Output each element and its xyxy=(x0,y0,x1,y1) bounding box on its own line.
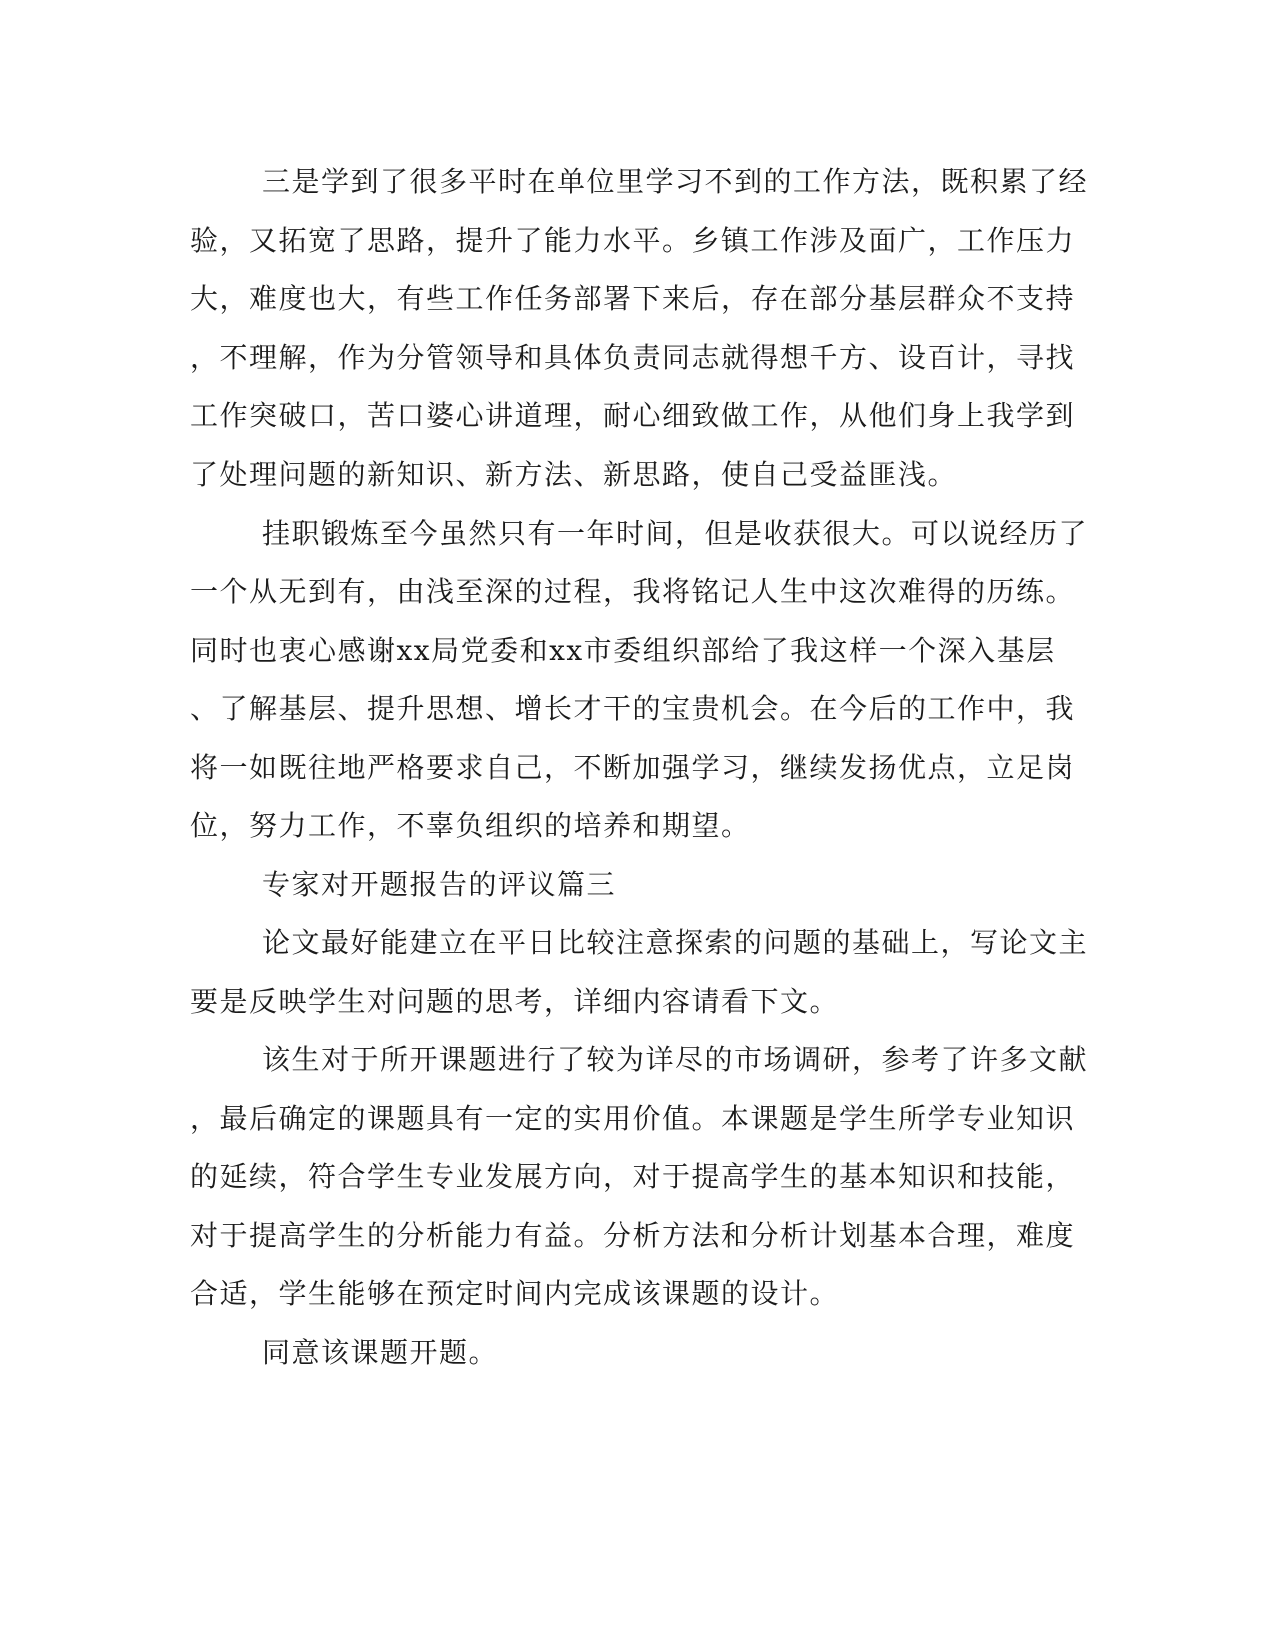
text-line: 大，难度也大，有些工作任务部署下来后，存在部分基层群众不支持 xyxy=(190,282,1076,315)
text-line: 将一如既往地严格要求自己，不断加强学习，继续发扬优点，立足岗 xyxy=(190,751,1076,784)
text-line: 该生对于所开课题进行了较为详尽的市场调研，参考了许多文献 xyxy=(262,1043,1089,1076)
text-line: 、了解基层、提升思想、增长才干的宝贵机会。在今后的工作中，我 xyxy=(190,692,1076,725)
text-line: 对于提高学生的分析能力有益。分析方法和分析计划基本合理，难度 xyxy=(190,1219,1076,1252)
text-line: 合适，学生能够在预定时间内完成该课题的设计。 xyxy=(190,1277,840,1310)
text-line: 同意该课题开题。 xyxy=(262,1336,499,1369)
text-line: 要是反映学生对问题的思考，详细内容请看下文。 xyxy=(190,985,840,1018)
text-line: 三是学到了很多平时在单位里学习不到的工作方法，既积累了经 xyxy=(262,165,1089,198)
text-line: ，最后确定的课题具有一定的实用价值。本课题是学生所学专业知识 xyxy=(190,1102,1076,1135)
text-line: 一个从无到有，由浅至深的过程，我将铭记人生中这次难得的历练。 xyxy=(190,575,1076,608)
text-line: 论文最好能建立在平日比较注意探索的问题的基础上，写论文主 xyxy=(262,926,1089,959)
text-line: 同时也衷心感谢xx局党委和xx市委组织部给了我这样一个深入基层 xyxy=(190,634,1056,667)
text-line: 挂职锻炼至今虽然只有一年时间，但是收获很大。可以说经历了 xyxy=(262,517,1089,550)
text-line: 位，努力工作，不辜负组织的培养和期望。 xyxy=(190,809,751,842)
text-line: 的延续，符合学生专业发展方向，对于提高学生的基本知识和技能， xyxy=(190,1160,1076,1193)
text-line: ，不理解，作为分管领导和具体负责同志就得想千方、设百计，寻找 xyxy=(190,341,1076,374)
text-line: 工作突破口，苦口婆心讲道理，耐心细致做工作，从他们身上我学到 xyxy=(190,399,1076,432)
text-line: 了处理问题的新知识、新方法、新思路，使自己受益匪浅。 xyxy=(190,458,958,491)
text-line: 验，又拓宽了思路，提升了能力水平。乡镇工作涉及面广，工作压力 xyxy=(190,224,1076,257)
section-heading: 专家对开题报告的评议篇三 xyxy=(262,868,617,901)
